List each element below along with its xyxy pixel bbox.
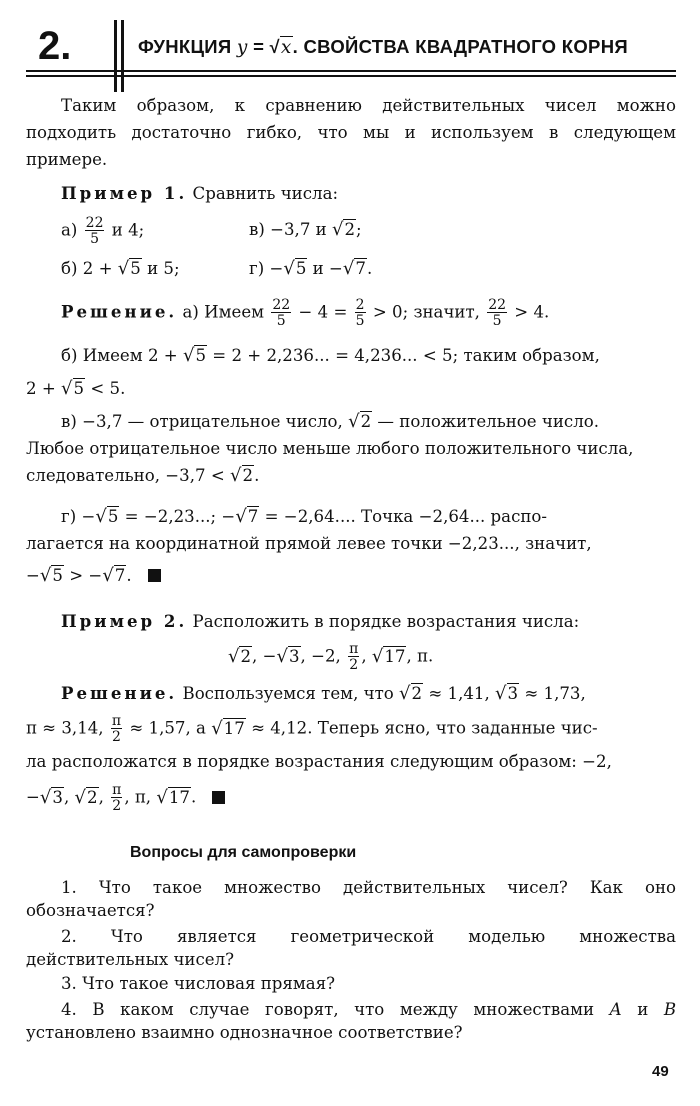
solution-2-line-2: π ≈ 3,14, $\frac{\pi}{2}$ ≈ 1,57, а √17 ≈ 4,12. Теперь ясно, что заданные чис- bbox=[26, 713, 598, 745]
question-1: 1. Что такое множество действительных чисел? Как оно обозначается? bbox=[26, 878, 676, 920]
example-2-numbers: √2, −√3, −2, $\frac{\pi}{2}$ , √17, π. bbox=[228, 641, 434, 673]
example-2-heading: Пример 2. Расположить в порядке возрастания числа: bbox=[61, 611, 580, 631]
intro-paragraph: Таким образом, к сравнению действительных чисел можно подходить достаточно гибко, что мы и используем в следующем примере. bbox=[26, 96, 676, 169]
question-4: 4. В каком случае говорят, что между множествами A и B установлено взаимно однозначное соответствие? bbox=[26, 1000, 677, 1042]
solution-2-line-1: Решение. Воспользуемся тем, что √2 ≈ 1,41, √3 ≈ 1,73, bbox=[61, 683, 586, 704]
question-3: 3. Что такое числовая прямая? bbox=[61, 974, 336, 993]
header-divider bbox=[114, 20, 117, 92]
questions-heading: Вопросы для самопроверки bbox=[130, 844, 357, 861]
solution-1-part-v-line-1: в) −3,7 — отрицательное число, √2 — положительное число. bbox=[61, 411, 600, 432]
solution-1-part-g-line-2: лагается на координатной прямой левее точки −2,23..., значит, bbox=[26, 534, 592, 553]
example-1-item-a: а) $\frac{22}{5}$ и 4; bbox=[61, 215, 145, 247]
chapter-title: ФУНКЦИЯ y = √x. СВОЙСТВА КВАДРАТНОГО КОРНЯ bbox=[138, 36, 628, 58]
question-2: 2. Что является геометрической моделью множества действительных чисел? bbox=[26, 927, 676, 969]
example-1-item-b: б) 2 + √5 и 5; bbox=[61, 258, 180, 279]
solution-1-part-v-line-3: следовательно, −3,7 < √2. bbox=[26, 465, 260, 486]
example-1-heading: Пример 1. Сравнить числа: bbox=[61, 183, 339, 203]
solution-2-line-4: −√3, √2, $\frac{\pi}{2}$ , π, √17. bbox=[26, 783, 225, 813]
solution-1-part-b-line-1: б) Имеем 2 + √5 = 2 + 2,236... = 4,236... < 5; таким образом, bbox=[61, 345, 600, 366]
header-rule bbox=[26, 75, 676, 77]
chapter-number: 2. bbox=[38, 24, 72, 68]
header-divider bbox=[121, 20, 124, 92]
page-header bbox=[26, 18, 676, 78]
page-number: 49 bbox=[652, 1063, 669, 1080]
solution-1-part-g-line-1: г) −√5 = −2,23...; −√7 = −2,64.... Точка −2,64... распо- bbox=[61, 506, 548, 527]
solution-1-part-b-line-2: 2 + √5 < 5. bbox=[26, 378, 126, 399]
solution-1-part-g-line-3: −√5 > −√7. bbox=[26, 562, 161, 589]
header-rule bbox=[26, 70, 676, 72]
example-1-item-v: в) −3,7 и √2; bbox=[249, 219, 362, 240]
end-of-proof-square bbox=[148, 569, 161, 582]
end-of-proof-square bbox=[212, 791, 225, 804]
solution-1-part-v-line-2: Любое отрицательное число меньше любого положительного числа, bbox=[26, 439, 634, 458]
solution-2-line-3: ла расположатся в порядке возрастания следующим образом: −2, bbox=[26, 752, 612, 771]
example-1-item-g: г) −√5 и −√7. bbox=[249, 258, 373, 279]
solution-1-part-a: Решение. а) Имеем $\frac{22}{5}$ − 4 = $\frac{2}{5}$ > 0; значит, $\frac{22}{5}$ > 4. bbox=[61, 297, 550, 329]
